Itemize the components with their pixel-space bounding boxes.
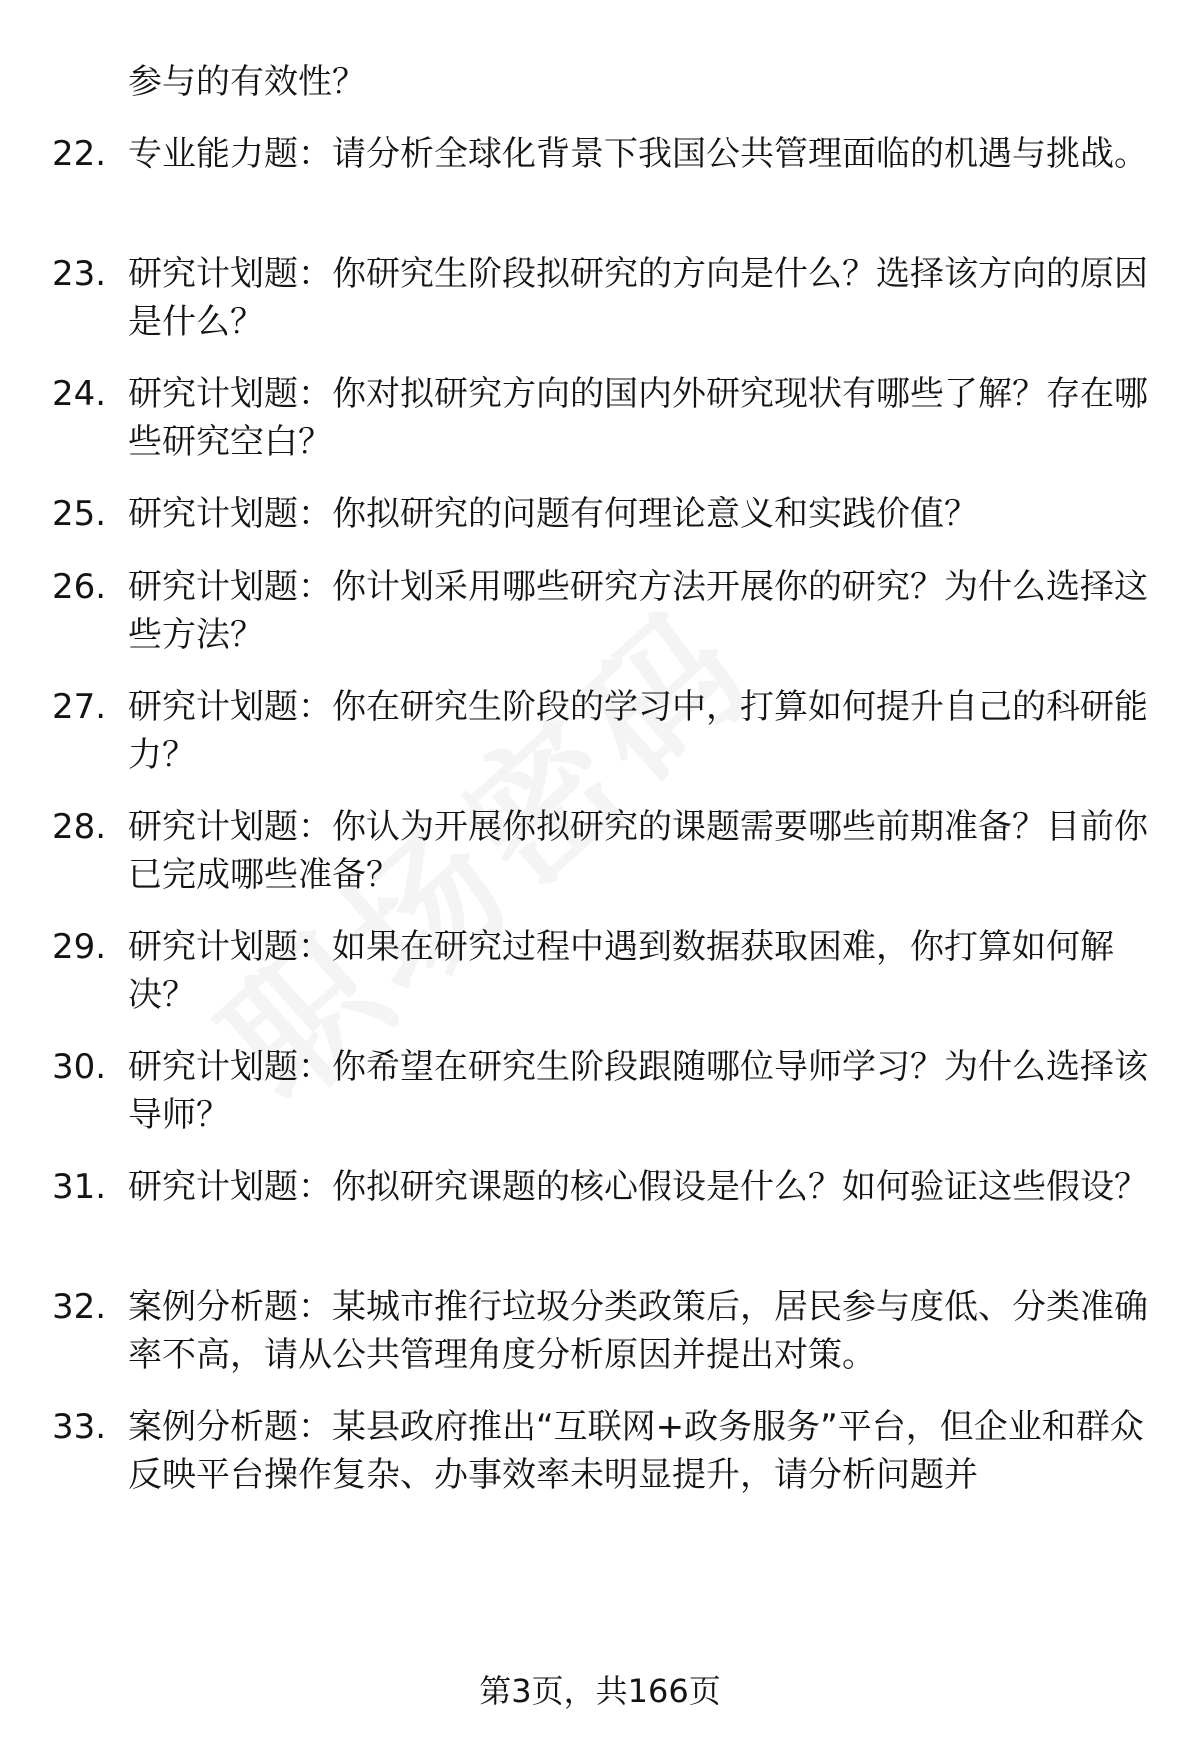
question-item [52, 563, 1152, 659]
question-item [52, 1043, 1152, 1139]
question-item [52, 250, 1152, 346]
question-item [52, 683, 1152, 779]
question-number: 26. [52, 567, 107, 607]
question-number: 29. [52, 927, 107, 967]
question-number: 28. [52, 807, 107, 847]
question-number: 23. [52, 254, 107, 294]
question-item [52, 370, 1152, 466]
question-text: 案例分析题：某城市推行垃圾分类政策后，居民参与度低、分类准确率不高，请从公共管理角度分析原因并提出对策。 [128, 1287, 1148, 1375]
question-text: 研究计划题：你对拟研究方向的国内外研究现状有哪些了解？存在哪些研究空白？ [128, 374, 1148, 462]
question-text: 专业能力题：请分析全球化背景下我国公共管理面临的机遇与挑战。 [128, 134, 1148, 174]
question-number: 33. [52, 1407, 107, 1447]
question-text: 研究计划题：如果在研究过程中遇到数据获取困难，你打算如何解决？ [128, 927, 1114, 1015]
question-text: 研究计划题：你在研究生阶段的学习中，打算如何提升自己的科研能力？ [128, 687, 1148, 775]
page-number: 第3页，共166页 [479, 1672, 721, 1710]
question-number: 30. [52, 1047, 107, 1087]
question-text: 研究计划题：你认为开展你拟研究的课题需要哪些前期准备？目前你已完成哪些准备？ [128, 807, 1148, 895]
question-number: 25. [52, 494, 107, 534]
question-number: 24. [52, 374, 107, 414]
question-text: 研究计划题：你拟研究的问题有何理论意义和实践价值？ [128, 494, 978, 534]
question-number: 31. [52, 1167, 107, 1207]
question-item [52, 803, 1152, 899]
question-item [52, 1283, 1152, 1379]
question-item [52, 490, 1152, 538]
question-number: 32. [52, 1287, 107, 1327]
question-item [52, 130, 1152, 178]
question-item [52, 1403, 1152, 1499]
question-text: 研究计划题：你拟研究课题的核心假设是什么？如何验证这些假设？ [128, 1167, 1148, 1207]
question-number: 22. [52, 134, 107, 174]
question-text: 研究计划题：你研究生阶段拟研究的方向是什么？选择该方向的原因是什么？ [128, 254, 1148, 342]
question-item [52, 1163, 1152, 1211]
continuation-text: 参与的有效性？ [128, 62, 366, 102]
question-item [52, 923, 1152, 1019]
question-number: 27. [52, 687, 107, 727]
question-text: 研究计划题：你希望在研究生阶段跟随哪位导师学习？为什么选择该导师？ [128, 1047, 1148, 1135]
question-text: 案例分析题：某县政府推出“互联网+政务服务”平台，但企业和群众反映平台操作复杂、办事效率未明显提升，请分析问题并 [128, 1407, 1144, 1495]
question-text: 研究计划题：你计划采用哪些研究方法开展你的研究？为什么选择这些方法？ [128, 567, 1148, 655]
